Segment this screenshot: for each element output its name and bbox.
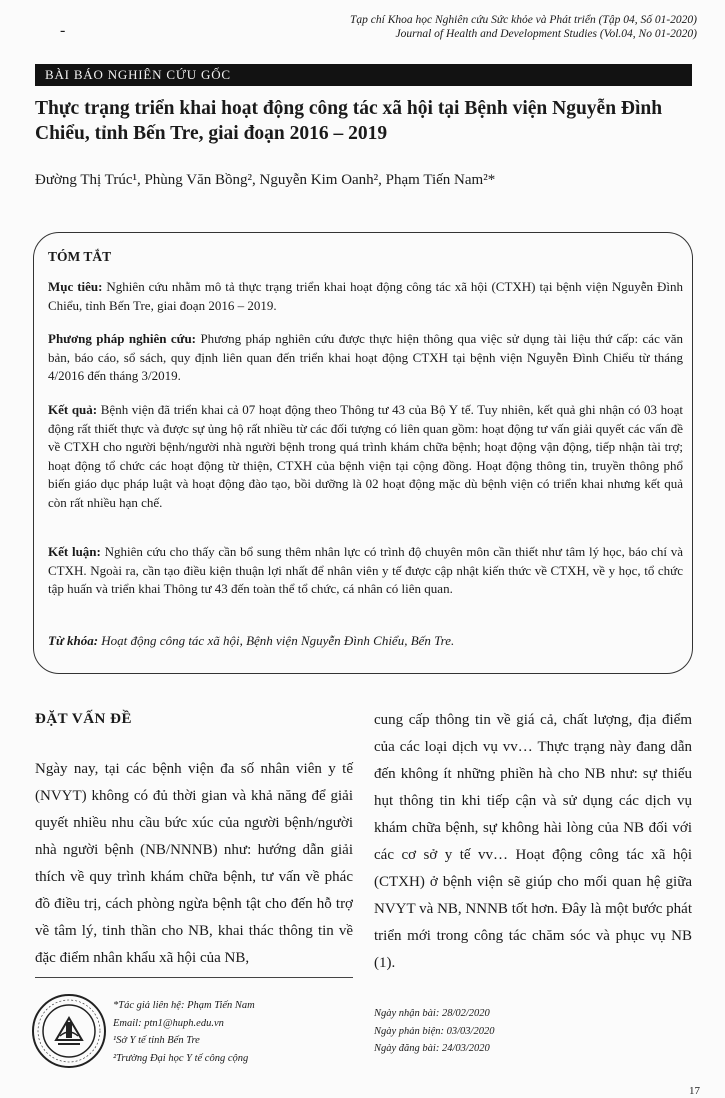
corresponding-author: *Tác giả liên hệ: Phạm Tiến Nam xyxy=(113,1000,255,1011)
conclusion-text: Nghiên cứu cho thấy cần bổ sung thêm nhân lực có trình độ chuyên môn cần thiết như tâm lý học, báo chí và CTXH. Ngoài ra, cần tạo điều kiện thuận lợi nhất để nhân viên y tế được cập nhật kiến thức về CTXH, về y học, tổ chức tập huấn và triển khai Thông tư 43 đến toàn thể tổ chức, cá nhân có liên quan. xyxy=(48,544,683,596)
abstract-keywords xyxy=(48,632,683,651)
objective-label: Mục tiêu: xyxy=(48,279,103,294)
abstract-heading: TÓM TẮT xyxy=(48,249,112,264)
methods-label: Phương pháp nghiên cứu: xyxy=(48,331,197,346)
journal-title-vi: Tạp chí Khoa học Nghiên cứu Sức khỏe và Phát triển (Tập 04, Số 01-2020) xyxy=(350,14,697,26)
results-text: Bệnh viện đã triển khai cả 07 hoạt động theo Thông tư 43 của Bộ Y tế. Tuy nhiên, kết quả ghi nhận có 03 hoạt động rất thiết thực và được sự ủng hộ rất nhiều từ các đối tượng có liên quan gồm: hoạt động tư vấn giải quyết các vấn đề về CTXH cho người bệnh/người nhà người bệnh trong quá trình khám chữa bệnh; hoạt động vận động, tiếp nhận tài trợ; hoạt động tổ chức các hoạt động từ thiện, CTXH của bệnh viện tại cộng đồng. Hoạt động thông tin, truyền thông phổ biến giáo dục pháp luật và hoạt động đào tạo, bồi dưỡng là 02 hoạt động mặc dù bệnh viện có triển khai nhưng kết quả còn rất nhiều hạn chế. xyxy=(48,402,683,510)
footnote-rule xyxy=(35,977,353,978)
author-footnotes xyxy=(113,997,255,1067)
date-received: Ngày nhận bài: 28/02/2020 xyxy=(374,1008,490,1019)
article-title: Thực trạng triển khai hoạt động công tác xã hội tại Bệnh viện Nguyễn Đình Chiểu, tỉnh Bến Tre, giai đoạn 2016 – 2019 xyxy=(35,98,663,144)
abstract-results xyxy=(48,401,683,512)
author-list: Đường Thị Trúc¹, Phùng Văn Bồng², Nguyễn Kim Oanh², Phạm Tiến Nam²* xyxy=(35,172,496,188)
university-seal-icon xyxy=(30,992,108,1070)
methods-text: Phương pháp nghiên cứu được thực hiện thông qua việc sử dụng tài liệu thứ cấp: các văn bản, báo cáo, sổ sách, quy định liên quan đến triển khai hoạt động CTXH tại bệnh viện Nguyễn Đình Chiểu từ tháng 4/2016 đến tháng 3/2019. xyxy=(48,331,684,383)
objective-text: Nghiên cứu nhằm mô tả thực trạng triển khai hoạt động công tác xã hội (CTXH) tại bệnh viện Nguyễn Đình Chiểu, tỉnh Bến Tre, giai đoạn 2016 – 2019. xyxy=(48,279,683,313)
journal-header xyxy=(277,13,697,41)
keywords-text: Hoạt động công tác xã hội, Bệnh viện Nguyễn Đình Chiểu, Bến Tre. xyxy=(101,633,455,648)
page-number: 17 xyxy=(689,1085,700,1097)
results-label: Kết quả: xyxy=(48,402,98,417)
abstract-objective xyxy=(48,278,683,315)
author-email: Email: ptn1@huph.edu.vn xyxy=(113,1017,224,1029)
body-left-column: Ngày nay, tại các bệnh viện đa số nhân viên y tế (NVYT) không có đủ thời gian và khả năng để giải quyết nhiều nhu cầu bức xúc của người bệnh/người nhà người bệnh (NB/NNNB) như: hướng dẫn giải thích về quy trình khám chữa bệnh, tư vấn về phác đồ điều trị, cách phòng ngừa bệnh tật cho đến hỗ trợ về tâm lý, tinh thần cho NB, khai thác thông tin về đặc điểm nhân khẩu xã hội của NB, xyxy=(35,761,353,966)
abstract-conclusion xyxy=(48,543,683,599)
keywords-label: Từ khóa: xyxy=(48,633,99,648)
date-reviewed: Ngày phản biện: 03/03/2020 xyxy=(374,1025,495,1037)
affiliation-2: ²Trường Đại học Y tế công cộng xyxy=(113,1052,249,1064)
journal-title-en: Journal of Health and Development Studies (Vol.04, No 01-2020) xyxy=(395,28,697,40)
abstract-methods xyxy=(48,330,683,386)
header-dash: - xyxy=(60,22,66,39)
date-accepted: Ngày đăng bài: 24/03/2020 xyxy=(374,1043,490,1054)
body-right-column: cung cấp thông tin về giá cả, chất lượng, địa điểm của các loại dịch vụ vv… Thực trạng này đang dẫn đến không ít những phiền hà cho NB như: sự thiếu hụt thông tin khi tiếp cận và sử dụng các dịch vụ khám chữa bệnh, sự không hài lòng của NB đối với các cơ sở y tế vv… Hoạt động công tác xã hội (CTXH) ở bệnh viện sẽ giúp cho mối quan hệ giữa NVYT và NB, NNNB tốt hơn. Đây là một bước phát triển mới trong công tác chăm sóc và phục vụ NB (1). xyxy=(374,712,692,971)
conclusion-label: Kết luận: xyxy=(48,544,101,559)
article-type-banner xyxy=(35,64,692,86)
article-type-label: BÀI BÁO NGHIÊN CỨU GỐC xyxy=(45,67,231,82)
article-dates xyxy=(374,1005,494,1058)
affiliation-1: ¹Sở Y tế tỉnh Bến Tre xyxy=(113,1035,200,1046)
section-heading: ĐẶT VẤN ĐỀ xyxy=(35,711,132,727)
